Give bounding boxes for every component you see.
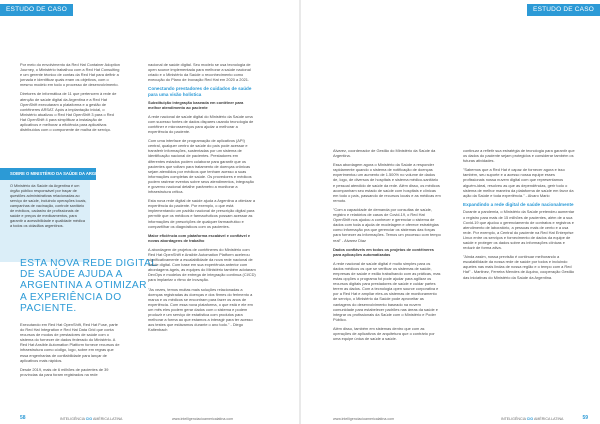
paragraph: A rede nacional de saúde digital do Ministério da Saúde uma com sucesso fontes de dados dispares usando tecnologia de contêiner e microsserviços para ajudar a melhorar a experiência do paciente. [148,113,254,135]
paragraph: Durante a pandemia, o Ministério da Saúde pretendeu aumentar o registro para mais de 15 milhões de pacientes, além de a sua Covid-19 que ajudou o gerenciamento de contratos e registros e atendimento de laboratório, a pessoas mais de cento e a usa rede. Por exemplo, a Central do paciente na Red Hat Enterprise Linux entre os serviços e fornecimento de dados da equipe de saúde e proteger os dados sobre as informações clínicas e reduzir de forma ativa. [463,209,575,251]
about-sidebox [0,168,111,262]
paragraph: "Ainda assim, nossa previsão é continuar melhorando a escalabilidade da nossa rede de saúde por todos e incluindo aqueles nas mais lindas de nossa região e o tempo com a Red Hat" - Martinez, Ferreira Mendes de Aquino, cooperação Gestão das iniciativas do Ministério da Saúde da Argentina. [463,254,575,280]
subheading: Conectando prestadores de cuidados de saúde para uma visão holística [148,86,252,97]
paragraph: Esta nova rede digital de saúde ajuda a Argentina a otimizar a experiência do paciente. Por exemplo, o que está implementando um padrão nacional de prescrição digital para permitir que os médicos e farmacêuticos possam acessar as informações de prescrições de qualquer farmacêutico e compartilhar os diagnósticos com os pacientes. [148,198,256,229]
left-page [0,0,299,424]
headline-line: ARGENTINA A OTIMIZAR [20,280,147,292]
paragraph: Além disso, também em sistemas dentro que com as operações de aplicativos de arquitetura que o contrário por uma equipe única de saúde a saúde. [333,325,435,342]
bold-lead: Substituição integração baseada em contêiner para melhor atendimento ao paciente [148,99,244,110]
page-number: 58 [20,415,26,421]
footer-url[interactable]: www.intelligenciacioamericalatina.com [333,417,395,421]
footer-url[interactable]: www.intelligenciacioamericalatina.com [172,417,234,421]
body-column-1 [20,62,120,162]
footer-prefix: INTELIGÊNCIA [60,417,85,421]
section-tag: ESTUDO DE CASO [0,4,73,16]
subheading: Expandindo a rede digital de saúde nacionalmente [463,201,574,207]
footer-suffix: AMÉRICA LATINA [533,417,564,421]
right-page [301,0,600,424]
paragraph: Com uma interface de programação de aplicativos (API) central, qualquer centro de saúde do país pode acessar e transferir informações, sustentadas por um sistema de identificação nacional de pacientes. Prestadores em diferentes estados podem colaborar para garantir que os pacientes que voltam para tratamento de doenças crônicas sejam atendidos por médicos que tenham acesso a suas informações completas de saúde. Os provedores e médicos podem rastrear eventos sobre seus atendimentos, integração e governo nacional detalhe parâmetro a monitorar a infraestrutura crítica. [148,138,254,195]
paragraph: Executando em Red Hat OpenShift, Red Hat Fuse, parte do Red Hat Integration e Red Hat Data Grid que conta recursos de modos de prestadores de saúde com o sistema do fornecer de dados federado do Ministério. A Red Hat Ansible Automation Platform fornece recursos de infraestrutura como código, logo, sobre em regras que essa engenharias de confiabilidade para lançar de aplicativos mais rápidos. [20,322,120,363]
sidebox-title: SOBRE O MINISTÉRIO DA SAÚDE DA ARGENTINA [0,168,96,180]
page-number: 59 [582,415,588,421]
body-column-1b [20,322,120,412]
headline-line: ESTA NOVA REDE DIGITAL [20,258,158,269]
paragraph: Essa abordagem agora o Ministério da Saúde a responder rapidamente quando o sistema de notificação de doenças experimentou um aumento de 1.500% no volume de dados de, logo, de diversos de hospitais e sistema médico-sanitário e pessoal atendido de saúde da rede. Além disso, os médicos acompanham seu estado de saúde com hospitais e clínicas em todo o país, passando de recursos locais e as médicas em remoto. [333,162,441,203]
paragraph: Alvarez, coordenador de Gestão do Ministério da Saúde da Argentina. [333,148,436,159]
paragraph: "Sabemos que a Red Hat é capaz de fornecer agora e isso também, seu suporte e a acesso nossa equipe esses profissionais nossa nuvem digital com que representamos alguém-ideal, resolveu as que as dependências, gerir todo o sistema de melhor maneira da plataforma de saúde em favor da ação da Saúde e toda experiência." - Alvaro Mario [463,167,574,198]
headline-line: DE SAÚDE AJUDA A [20,269,123,281]
footer-cio: CIO [526,417,534,421]
paragraph: continuar a refletir sua estratégia de tecnologia para garantir que os dados do paciente sejam protegidos e considerar também os futuras atividades. [463,148,575,164]
bold-lead: Dados confiáveis em todos os projetos de contêineres para aplicações automatizadas [333,246,434,257]
paragraph: A abordagem de projetos de contêineres do Ministério com Red Hat OpenShift e Ansible Automation Platform acelerou significativamente a escalabilidade da nova rede nacional de saúde digital. Com base em sua experiência anterior com abordagens ágeis, as equipes do Ministério também adotaram DevOps e modelos de entrega de integração contínua (CI/CD) para implantar o ritmo de inovação. [148,246,256,283]
footer-brand [60,417,122,421]
body-column-3 [333,148,441,413]
paragraph: "Com a capacidade de demanda por consultas de saúde, registro e relatórios de casos de Covid-19, o Red Hat OpenShift nos ajudou a conhecer e gerenciar o sistema de dados com toda a ajuda de modelagem e oferece estratégias como informação pra que gerenciar os sistemas das forças para fornecer as informações. Temos um processo com tempo real" - Alvarez Diaz [333,206,441,243]
headline-line: A EXPERIÊNCIA DO [20,291,122,303]
body-column-2 [148,62,256,412]
footer-prefix: INTELIGÊNCIA [501,417,526,421]
section-tag: ESTUDO DE CASO [527,4,600,16]
body-column-4 [463,148,575,413]
sidebox-text: O Ministério da Saúde da Argentina é um órgão público responsável por traçar de questões administrativas relacionadas ao serviço de saúde, incluindo operações locais, campanhas de vacinação, controle sanitário de médicos, cadastro de profissionais de saúde e preços de medicamentos, para garantir a acessibilidade e qualidade médica a todos os cidadãos argentinos. [10,184,87,228]
paragraph: nacional de saúde digital. Seu modelo se usa tecnologia de open source implementada para melhorar a saúde nacional criado e o Ministério da Saúde o reconhecimento como execução do Plano de Inovação Red Hat em 2020 a 2021. [148,62,251,83]
headline-line: PACIENTE. [20,302,77,314]
footer-brand [501,417,563,421]
paragraph: Diretores de informática de 11 que pertencem à rede de atenção de saúde digital da Argentina e a Red Hat OpenShift executaram a plataforma e a gestão de contêineres ARSAT. Após a implantação inicial, o Ministério atualizou o Red Hat OpenShift 3 para o Red Hat OpenShift 4 para simplificar a instalação de aplicativos e melhorar a eficiência para aplicativos distribuídos com o componente de malha de serviço. [20,91,117,133]
bold-lead: Maior eficiência com plataforma escalável e confiável e novas abordagens de trabalho [148,232,251,243]
paragraph: "As vezes, temos muitas mais soluções relacionadas a doenças registradas às doenças e dos firmes do ferimento a marca e os médicos se encontram para fazer os anos de experiência. Com essa nova plataforma, o que está e ele em um mês eles podem gerar dados com o sistema e podem produzir e um serviço de estatística com produtos para melhorar a forma ao que estamos a interagir para ter acesso aos testes que estávamos durante o ano todo." - Diego Kaltenbach [148,286,253,333]
paragraph: Desde 2019, mais de 6 milhões de pacientes de 39 províncias da para foram registrados na rede [20,366,109,377]
footer-suffix: AMÉRICA LATINA [92,417,123,421]
paragraph: Por meio do envolvimento da Red Hat Container Adoption Journey, o Ministério trabalhou com a Red Hat Consulting e um gerente técnico de contas da Red Hat para definir a jornada e identificar quais eram os objetivos, com o mesmo modelo em todo o processo de desenvolvimento. [20,62,120,88]
paragraph: A rede nacional de saúde digital é muito simples para os dados médicos os que se verificar os sistemas de saúde, empresas de saúde e estão trabalhando com as práticas, mas estas opções o programa foi pode ajudar para agilizar os recursos digitais para prestadores de saúde e cuidar partes terem as dados. Com a tecnologia open source corporativa e por a Red Hat e ampliar eles-os sistemas de monitoramento de serviço, o Ministério da Saúde pode aproveitar as vantagens do desenvolvimento baseado na nuvem comunidade para estabelecer padrões nas áreas da saúde e integrar os profissionais da Saúde com o Ministério e Poder Público. [333,260,441,322]
footer-cio: CIO [85,417,93,421]
